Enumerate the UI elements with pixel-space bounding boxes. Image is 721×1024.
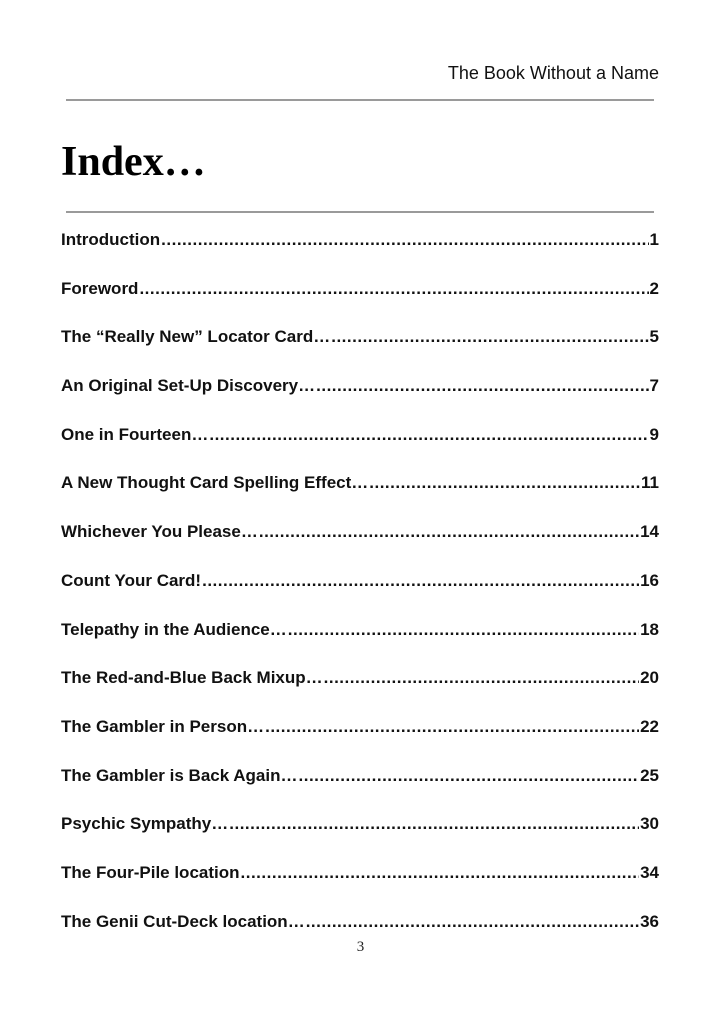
dot-leader <box>259 519 639 545</box>
index-entry-label: Foreword <box>61 278 139 298</box>
index-entry-label: Introduction <box>61 230 161 249</box>
index-entry-page: 7 <box>649 376 659 396</box>
index-entry-page: 25 <box>640 765 659 785</box>
dot-leader <box>229 811 639 837</box>
index-entry-page: 30 <box>640 814 659 834</box>
dot-leader <box>202 568 639 594</box>
index-entry-page: 9 <box>649 424 659 444</box>
index-entry-label: One in Fourteen… <box>61 424 209 444</box>
index-entry-label: The Red-and-Blue Back Mixup… <box>61 668 323 688</box>
index-entry-label: The Four-Pile location <box>61 862 240 882</box>
index-entry-page: 34 <box>640 862 659 882</box>
index-entry-label: Telepathy in the Audience… <box>61 619 287 639</box>
index-entry-page: 22 <box>640 716 659 736</box>
index-entry-label: The Genii Cut-Deck location… <box>61 911 305 931</box>
index-entry-whichever-you-please[interactable] <box>61 519 659 568</box>
index-list <box>61 227 659 957</box>
dot-leader <box>241 860 640 886</box>
index-entry-really-new-locator-card[interactable] <box>61 324 659 373</box>
page-number: 3 <box>356 939 365 955</box>
index-entry-page: 1 <box>649 230 659 249</box>
dot-leader <box>265 714 639 740</box>
header-rule <box>66 99 654 101</box>
index-entry-page: 20 <box>640 668 659 688</box>
dot-leader <box>299 763 640 789</box>
index-entry-label: The “Really New” Locator Card… <box>61 327 331 347</box>
index-entry-label: Psychic Sympathy… <box>61 814 229 834</box>
dot-leader <box>324 665 639 691</box>
index-entry-original-set-up-discovery[interactable] <box>61 373 659 422</box>
index-entry-foreword[interactable] <box>61 276 659 325</box>
dot-leader <box>369 470 640 496</box>
index-entry-gambler-in-person[interactable] <box>61 714 659 763</box>
title-rule <box>66 211 654 213</box>
index-entry-page: 36 <box>640 911 659 931</box>
index-entry-four-pile-location[interactable] <box>61 860 659 909</box>
index-entry-page: 16 <box>640 570 659 590</box>
index-entry-label: The Gambler is Back Again… <box>61 765 298 785</box>
dot-leader <box>306 909 639 935</box>
dot-leader <box>331 324 648 350</box>
index-entry-label: The Gambler in Person… <box>61 716 265 736</box>
index-entry-label: Count Your Card! <box>61 570 202 590</box>
dot-leader <box>139 276 648 302</box>
index-entry-introduction[interactable] <box>61 227 659 276</box>
index-entry-count-your-card[interactable] <box>61 568 659 617</box>
index-entry-telepathy-in-the-audience[interactable] <box>61 617 659 666</box>
index-entry-label: A New Thought Card Spelling Effect… <box>61 473 369 493</box>
index-entry-page: 18 <box>640 619 659 639</box>
index-entry-page: 2 <box>649 278 659 298</box>
index-entry-label: Whichever You Please… <box>61 522 258 542</box>
dot-leader <box>161 227 648 253</box>
index-entry-one-in-fourteen[interactable] <box>61 422 659 471</box>
page-title: Index… <box>61 139 206 185</box>
index-entry-psychic-sympathy[interactable] <box>61 811 659 860</box>
index-entry-label: An Original Set-Up Discovery… <box>61 376 316 396</box>
dot-leader <box>288 617 639 643</box>
index-entry-page: 5 <box>649 327 659 347</box>
dot-leader <box>316 373 648 399</box>
index-entry-page: 14 <box>640 522 659 542</box>
index-entry-gambler-is-back-again[interactable] <box>61 763 659 812</box>
index-entry-thought-card-spelling-effect[interactable] <box>61 470 659 519</box>
dot-leader <box>209 422 648 448</box>
running-header: The Book Without a Name <box>447 63 659 83</box>
index-entry-page: 11 <box>641 473 659 493</box>
index-entry-red-and-blue-back-mixup[interactable] <box>61 665 659 714</box>
